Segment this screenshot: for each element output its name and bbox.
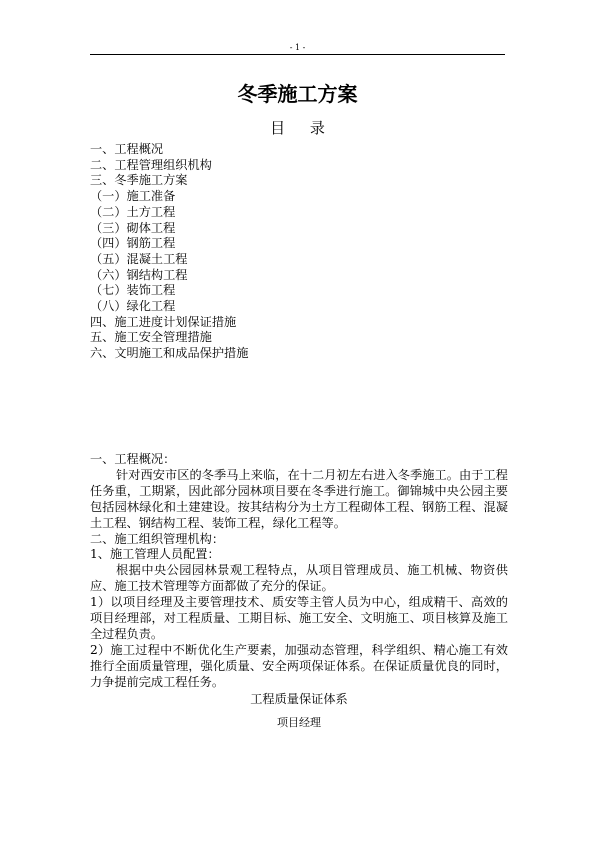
toc-item: 三、冬季施工方案 [90, 173, 188, 188]
header-rule [90, 54, 505, 55]
toc-item: （二）土方工程 [90, 204, 176, 219]
document-body [90, 452, 508, 730]
toc-item: 五、施工安全管理措施 [90, 330, 212, 345]
toc-item: 六、文明施工和成品保护措施 [90, 346, 249, 361]
document-title: 冬季施工方案 [237, 82, 358, 106]
overview-paragraph: 针对西安市区的冬季马上来临，在十二月初左右进入冬季施工。由于工程任务重，工期紧，因此部分园林项目要在冬季进行施工。御锦城中央公园主要包括园林绿化和土建建设。按其结构分为土方工程砌体工程、钢筋工程、混凝土工程、钢结构工程、装饰工程，绿化工程等。 [90, 467, 508, 530]
staffing-item-1: 1）以项目经理及主要管理技术、质安等主管人员为中心，组成精干、高效的项目经理部，对工程质量、工期目标、施工安全、文明施工、项目核算及施工全过程负责。 [90, 595, 508, 641]
section-heading-organization: 二、施工组织管理机构： [90, 531, 225, 546]
toc-item: （七）装饰工程 [90, 283, 176, 298]
section-heading-overview: 一、工程概况： [90, 452, 176, 466]
toc-item: （五）混凝土工程 [90, 251, 188, 266]
staffing-paragraph: 根据中央公园园林景观工程特点，从项目管理成员、施工机械、物资供应、施工技术管理等方面都做了充分的保证。 [90, 563, 508, 594]
subsection-heading-staffing: 1、施工管理人员配置： [90, 547, 220, 562]
toc-item: 一、工程概况 [90, 142, 164, 156]
toc-item: 四、施工进度计划保证措施 [90, 314, 237, 329]
toc-item: （六）钢结构工程 [90, 267, 188, 282]
toc-item: 二、工程管理组织机构 [90, 157, 212, 172]
toc-item: （一）施工准备 [90, 189, 176, 204]
diagram-node-project-manager: 项目经理 [277, 715, 321, 729]
page-number: - 1 - [289, 43, 306, 52]
toc-heading: 目 录 [270, 119, 325, 137]
toc-item: （三）砌体工程 [90, 220, 176, 235]
toc-item: （八）绿化工程 [90, 299, 176, 314]
diagram-caption: 工程质量保证体系 [250, 691, 348, 706]
staffing-item-2: 2）施工过程中不断优化生产要素，加强动态管理，科学组织、精心施工有效推行全面质量管理，强化质量、安全两项保证体系。在保证质量优良的同时，力争提前完成工程任务。 [90, 642, 508, 689]
table-of-contents [90, 142, 510, 362]
toc-item: （四）钢筋工程 [90, 236, 176, 251]
